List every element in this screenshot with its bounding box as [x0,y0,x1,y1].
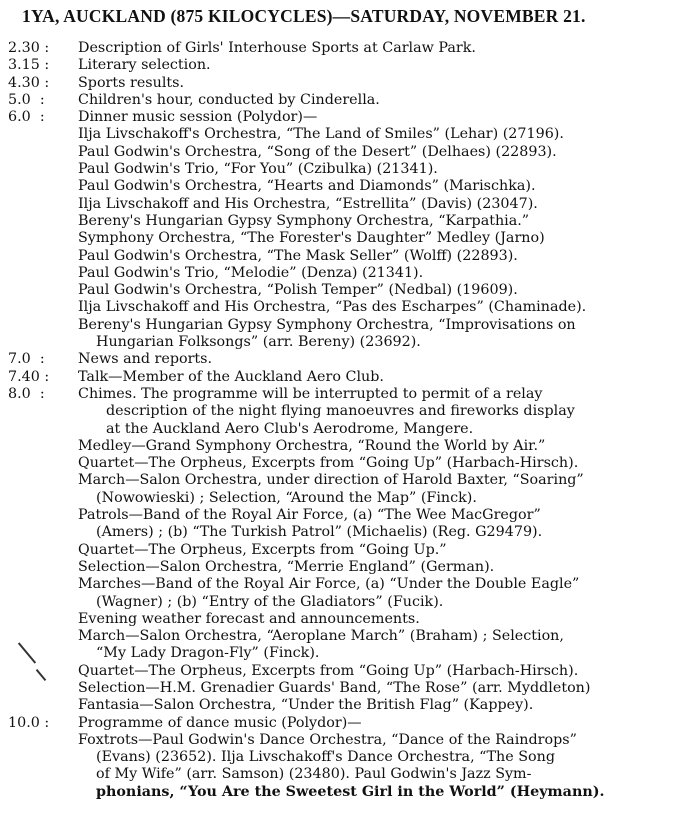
entry-line: “My Lady Dragon-Fly” (Finck). [96,645,320,662]
entry-time: 7.40 : [8,368,54,385]
entry-time: 6.0 : [8,109,50,126]
entry-line: Fantasia—Salon Orchestra, “Under the British Flag” (Kappey). [78,697,534,714]
entry-line: Ilja Livschakoff's Orchestra, “The Land of Smiles” (Lehar) (27196). [78,126,564,143]
program-entry [8,75,692,92]
program-entry [8,369,692,386]
entry-time: 8.0 : [8,385,50,402]
entry-line: Bereny's Hungarian Gypsy Symphony Orchestra, “Karpathia.” [78,212,530,229]
program-entry [8,386,692,715]
entry-line: (Nowowieski) ; Selection, “Around the Map” (Finck). [96,489,477,506]
program-entry [8,715,692,801]
entry-line: (Amers) ; (b) “The Turkish Patrol” (Michaelis) (Reg. G29479). [96,524,543,541]
entry-line: Quartet—The Orpheus, Excerpts from “Going Up” (Harbach-Hirsch). [78,662,579,679]
program-entry [8,92,692,109]
program-entry [8,351,692,368]
entry-line: Description of Girls' Interhouse Sports at Carlaw Park. [78,40,476,56]
entry-line: Foxtrots—Paul Godwin's Dance Orchestra, “Dance of the Raindrops” [78,731,577,748]
entry-time: 7.0 : [8,351,50,368]
entry-line: Quartet—The Orpheus, Excerpts from “Going Up” (Harbach-Hirsch). [78,455,579,472]
entry-line: News and reports. [78,351,213,368]
entry-line: Children's hour, conducted by Cinderella. [78,91,380,108]
entry-line: Marches—Band of the Royal Air Force, (a) “Under the Double Eagle” [78,576,580,593]
entry-line: of My Wife” (arr. Samson) (23480). Paul Godwin's Jazz Sym- [96,766,532,783]
entry-line: March—Salon Orchestra, under direction of Harold Baxter, “Soaring” [78,472,584,489]
entry-line: Paul Godwin's Trio, “Melodie” (Denza) (21341). [78,264,424,281]
entry-line: Paul Godwin's Orchestra, “The Mask Seller” (Wolff) (22893). [78,247,518,264]
entry-line: Ilja Livschakoff and His Orchestra, “Estrellita” (Davis) (23047). [78,195,538,212]
entry-line: Paul Godwin's Trio, “For You” (Czibulka) (21341). [78,161,438,178]
entry-line: Quartet—The Orpheus, Excerpts from “Going Up.” [78,541,447,558]
entry-line: Paul Godwin's Orchestra, “Song of the Desert” (Delhaes) (22893). [78,143,557,160]
program-schedule [8,40,692,801]
entry-line: Medley—Grand Symphony Orchestra, “Round the World by Air.” [78,437,546,454]
entry-line: Bereny's Hungarian Gypsy Symphony Orchestra, “Improvisations on [78,316,576,333]
program-entry [8,40,692,57]
entry-line: Evening weather forecast and announcements. [78,610,420,627]
entry-line: Ilja Livschakoff and His Orchestra, “Pas des Escharpes” (Chaminade). [78,299,587,316]
entry-line: Patrols—Band of the Royal Air Force, (a) “The Wee MacGregor” [78,507,541,524]
entry-line: Selection—Salon Orchestra, “Merrie England” (German). [78,558,495,575]
entry-time: 10.0 : [8,714,54,731]
entry-line: Hungarian Folksongs” (arr. Bereny) (23692). [96,334,421,351]
entry-line: Dinner music session (Polydor)— [78,109,318,126]
entry-time: 2.30 : [8,40,54,56]
entry-line: Chimes. The programme will be interrupted to permit of a relay [78,385,543,402]
entry-line: Literary selection. [78,57,211,74]
entry-line: Talk—Member of the Auckland Aero Club. [78,368,384,385]
entry-line: Programme of dance music (Polydor)— [78,714,362,731]
entry-line: Paul Godwin's Orchestra, “Hearts and Diamonds” (Marischka). [78,178,536,195]
entry-line: March—Salon Orchestra, “Aeroplane March” (Braham) ; Selection, [78,628,564,645]
entry-line: (Wagner) ; (b) “Entry of the Gladiators” (Fucik). [96,593,444,610]
program-entry [8,57,692,74]
program-entry [8,109,692,351]
entry-time: 4.30 : [8,74,54,91]
page-title: 1YA, AUCKLAND (875 KILOCYCLES)—SATURDAY, NOVEMBER 21. [22,6,586,26]
entry-time: 3.15 : [8,57,54,74]
entry-line: description of the night flying manoeuvres and fireworks display [106,403,575,420]
entry-line: at the Auckland Aero Club's Aerodrome, Mangere. [106,420,474,437]
entry-line: Selection—H.M. Grenadier Guards' Band, “The Rose” (arr. Myddleton) [78,679,591,696]
entry-line: Paul Godwin's Orchestra, “Polish Temper” (Nedbal) (19609). [78,282,518,299]
entry-line: (Evans) (23652). Ilja Livschakoff's Dance Orchestra, “The Song [96,749,555,766]
entry-line: Sports results. [78,74,185,91]
entry-line: Symphony Orchestra, “The Forester's Daughter” Medley (Jarno) [78,230,545,247]
entry-line: phonians, “You Are the Sweetest Girl in the World” (Heymann). [96,783,605,800]
entry-time: 5.0 : [8,91,50,108]
